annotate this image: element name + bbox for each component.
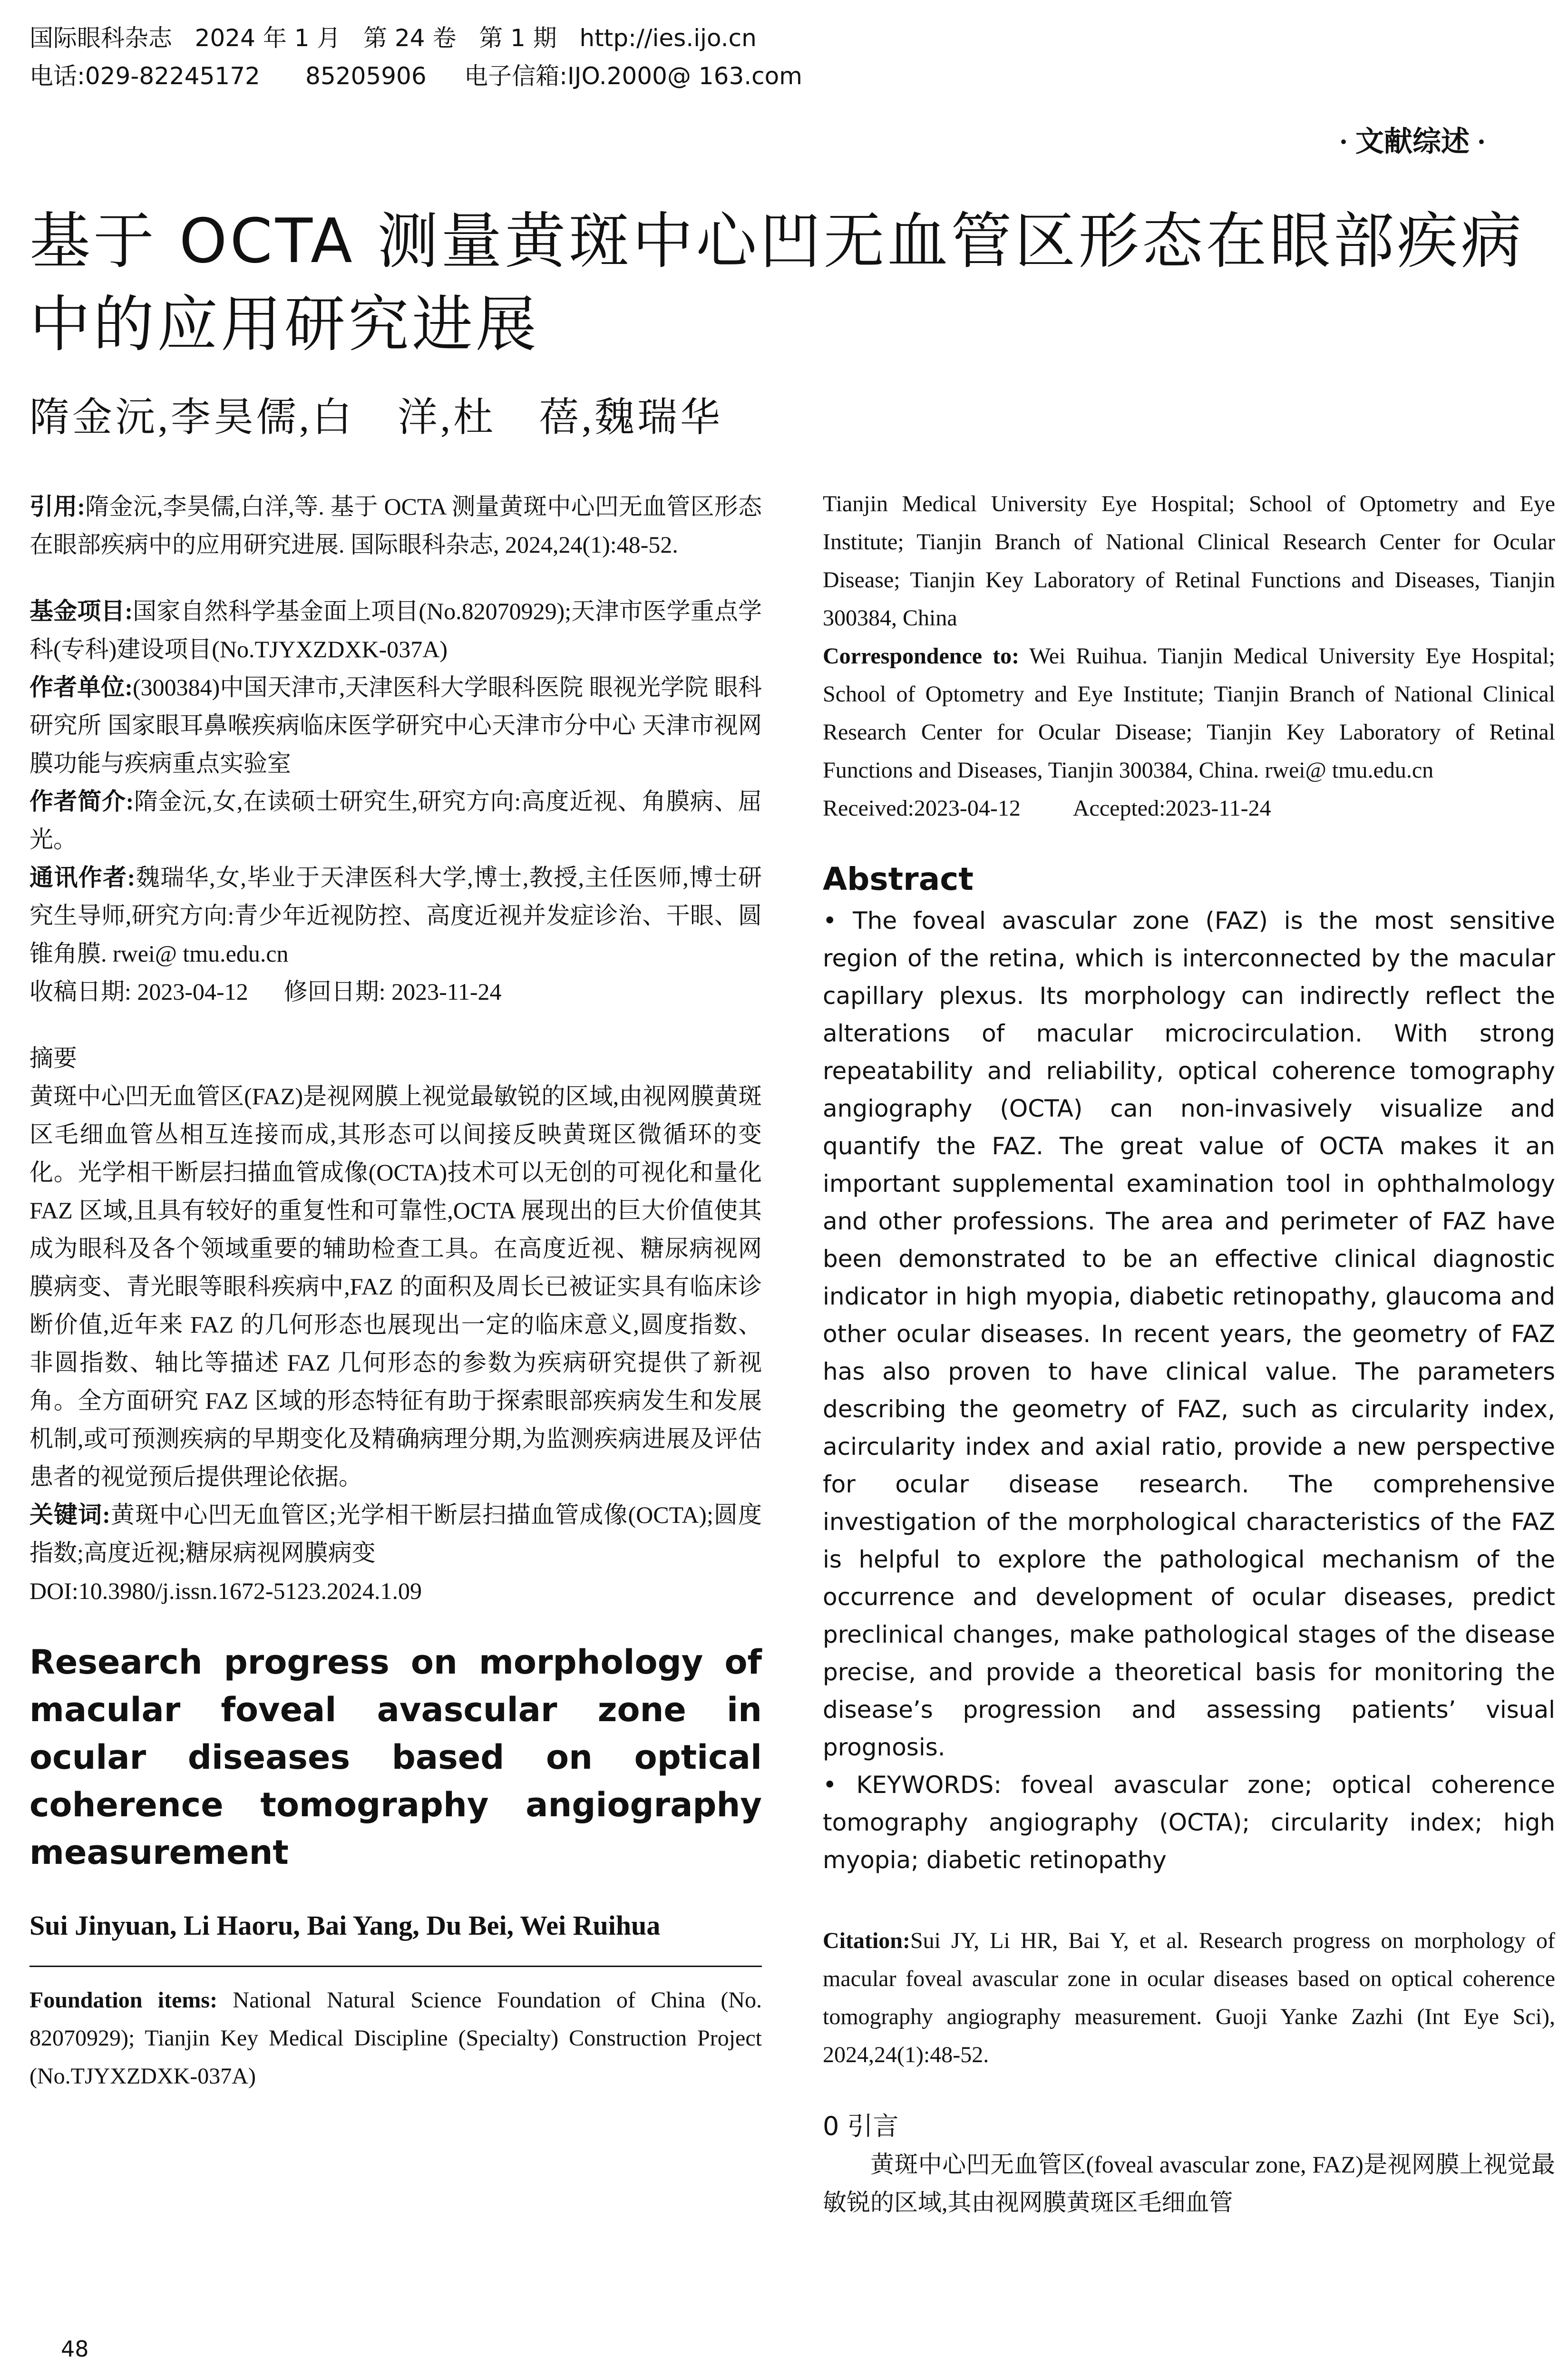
corr-label: 通讯作者: — [29, 864, 136, 891]
unit-label: 作者单位: — [29, 674, 133, 701]
fund-info — [29, 592, 762, 668]
intro-heading: 0 引言 — [823, 2111, 899, 2141]
authors-cn: 隋金沅,李昊儒,白 洋,杜 蓓,魏瑞华 — [29, 396, 723, 440]
keywords-cn — [29, 1496, 762, 1572]
doi: DOI:10.3980/j.issn.1672-5123.2024.1.09 — [29, 1578, 422, 1604]
citation-cn — [29, 487, 762, 564]
keywords-en: • KEYWORDS: foveal avascular zone; optical coherence tomography angiography (OCTA); circularity index; high myopia; diabetic retinopathy — [823, 1771, 1555, 1874]
keywords-label: 关键词: — [29, 1501, 110, 1528]
citation-en — [823, 1922, 1555, 2074]
citation-en-label: Citation: — [823, 1928, 910, 1953]
citation-en-text: Sui JY, Li HR, Bai Y, et al. Research progress on morphology of macular foveal avascular zone in ocular diseases based on optical coherence tomography angiography measurement. Guoji Yanke Zazhi (Int Eye Sci), 2024,24(1):48-52. — [823, 1928, 1555, 2067]
corresponding-author — [29, 858, 762, 973]
correspondence-label: Correspondence to: — [823, 643, 1020, 669]
abstract-text-en: • The foveal avascular zone (FAZ) is the most sensitive region of the retina, which is interconnected by the macular capillary plexus. Its morphology can indirectly reflect the alterations of macular microcirculation. With strong repeatability and reliability, optical coherence tomography angiography (OCTA) can non-invasively visualize and quantify the FAZ. The great value of OCTA makes it an important supplemental examination tool in ophthalmology and other professions. The area and perimeter of FAZ have been demonstrated to be an effective clinical diagnostic indicator in high myopia, diabetic retinopathy, glaucoma and other ocular diseases. In recent years, the geometry of FAZ has also proven to have clinical value. The parameters describing the geometry of FAZ, such as circularity index, acircularity index and axial ratio, provide a new perspective for ocular disease research. The comprehensive investigation of the morphological characteristics of the FAZ is helpful to explore the pathological mechanism of the occurrence and development of ocular diseases, predict preclinical changes, make pathological stages of the disease precise, and provide a theoretical basis for monitoring the disease’s progression and assessing patients’ visual prognosis. — [823, 907, 1555, 1761]
page-number: 48 — [61, 2336, 89, 2362]
foundation-text: National Natural Science Foundation of China (No. 82070929); Tianjin Key Medical Discipline (Specialty) Construction Project (No.TJYXZDXK-037A) — [29, 1987, 762, 2089]
fund-label: 基金项目: — [29, 598, 133, 624]
affiliation-en: Tianjin Medical University Eye Hospital; School of Optometry and Eye Institute; Tianjin Branch of National Clinical Research Center for Ocular Disease; Tianjin Key Laboratory of Retinal Functions and Diseases, Tianjin 300384, China — [823, 491, 1555, 631]
correspondence-text: Wei Ruihua. Tianjin Medical University Eye Hospital; School of Optometry and Eye Institute; Tianjin Branch of National Clinical Research Center for Ocular Disease; Tianjin Key Laboratory of Retinal Functions and Diseases, Tianjin 300384, China. rwei@ tmu.edu.cn — [823, 643, 1555, 783]
english-title: Research progress on morphology of macular foveal avascular zone in ocular diseases based on optical coherence tomography angiography measurement — [29, 1643, 762, 1872]
fund-text: 国家自然科学基金面上项目(No.82070929);天津市医学重点学科(专科)建设项目(No.TJYXZDXK-037A) — [29, 598, 762, 662]
journal-header-line2: 电话:029-82245172 85205906 电子信箱:IJO.2000@ 163.com — [29, 62, 802, 90]
bio-label: 作者简介: — [29, 788, 134, 815]
author-bio — [29, 782, 762, 858]
abstract-heading-en: Abstract — [823, 861, 974, 897]
bio-text: 隋金沅,女,在读硕士研究生,研究方向:高度近视、角膜病、屈光。 — [29, 788, 762, 853]
correspondence — [823, 637, 1555, 789]
accepted-date: Accepted:2023-11-24 — [1072, 796, 1271, 821]
keywords-text: 黄斑中心凹无血管区;光学相干断层扫描血管成像(OCTA);圆度指数;高度近视;糖尿病视网膜病变 — [29, 1501, 762, 1566]
unit-text: (300384)中国天津市,天津医科大学眼科医院 眼视光学院 眼科研究所 国家眼耳鼻喉疾病临床医学研究中心天津市分中心 天津市视网膜功能与疾病重点实验室 — [29, 674, 762, 777]
intro-text: 黄斑中心凹无血管区(foveal avascular zone, FAZ)是视网膜上视觉最敏锐的区域,其由视网膜黄斑区毛细血管 — [823, 2151, 1555, 2216]
author-unit — [29, 668, 762, 782]
article-title: 基于 OCTA 测量黄斑中心凹无血管区形态在眼部疾病中的应用研究进展 — [29, 206, 1525, 360]
right-column — [823, 485, 1555, 2221]
foundation-label: Foundation items: — [29, 1987, 218, 2013]
received-dates: 收稿日期: 2023-04-12 修回日期: 2023-11-24 — [29, 978, 502, 1005]
journal-header-line1: 国际眼科杂志 2024 年 1 月 第 24 卷 第 1 期 http://ies.ijo.cn — [29, 24, 757, 52]
received-accepted — [823, 789, 1555, 828]
abstract-text-cn: 黄斑中心凹无血管区(FAZ)是视网膜上视觉最敏锐的区域,由视网膜黄斑区毛细血管丛相互连接而成,其形态可以间接反映黄斑区微循环的变化。光学相干断层扫描血管成像(OCTA)技术可以无创的可视化和量化 FAZ 区域,且具有较好的重复性和可靠性,OCTA 展现出的巨大价值使其成为眼科及各个领域重要的辅助检查工具。在高度近视、糖尿病视网膜病变、青光眼等眼科疾病中,FAZ 的面积及周长已被证实具有临床诊断价值,近年来 FAZ 的几何形态也展现出一定的临床意义,圆度指数、非圆指数、轴比等描述 FAZ 几何形态的参数为疾病研究提供了新视角。全方面研究 FAZ 区域的形态特征有助于探索眼部疾病发生和发展机制,或可预测疾病的早期变化及精确病理分期,为监测疾病进展及评估患者的视觉预后提供理论依据。 — [29, 1083, 762, 1490]
english-authors: Sui Jinyuan, Li Haoru, Bai Yang, Du Bei, Wei Ruihua — [29, 1910, 661, 1941]
received-date: Received:2023-04-12 — [823, 796, 1021, 821]
citation-label: 引用: — [29, 493, 86, 520]
left-column — [29, 487, 762, 2095]
foundation-items — [29, 1981, 762, 2095]
citation-text: 隋金沅,李昊儒,白洋,等. 基于 OCTA 测量黄斑中心凹无血管区形态在眼部疾病中的应用研究进展. 国际眼科杂志, 2024,24(1):48-52. — [29, 493, 762, 558]
abstract-heading-cn: 摘要 — [29, 1045, 77, 1072]
section-tag: · 文献综述 · — [1338, 126, 1486, 157]
corr-text: 魏瑞华,女,毕业于天津医科大学,博士,教授,主任医师,博士研究生导师,研究方向:青少年近视防控、高度近视并发症诊治、干眼、圆锥角膜. rwei@ tmu.edu.cn — [29, 864, 762, 967]
